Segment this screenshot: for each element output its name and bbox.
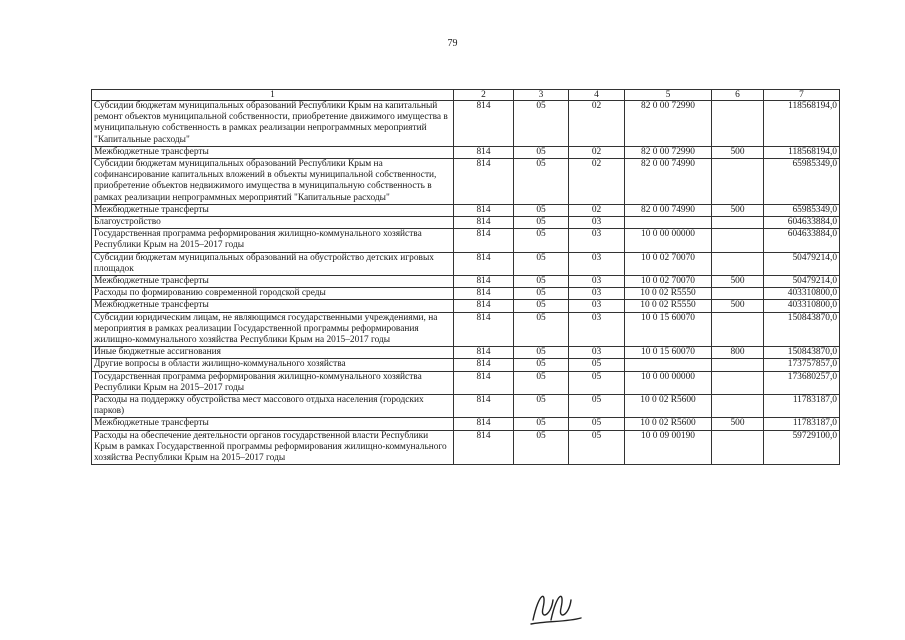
table-row — [92, 395, 840, 418]
subsection-code: 03 — [569, 288, 625, 300]
ministry-code: 814 — [454, 359, 514, 371]
expense-type-code — [712, 159, 764, 205]
ministry-code: 814 — [454, 312, 514, 347]
target-item-code: 10 0 02 R5600 — [625, 418, 712, 430]
ministry-code: 814 — [454, 395, 514, 418]
expense-name: Расходы на поддержку обустройства мест массового отдыха населения (городских парков) — [92, 395, 454, 418]
expense-name: Субсидии бюджетам муниципальных образований Республики Крым на софинансирование капитальных вложений в объекты муниципальной собственности, приобретение объектов недвижимого имущества в муниципальную собственность в рамках реализации непрограммных мероприятий "Капитальные расходы" — [92, 159, 454, 205]
expense-type-code — [712, 217, 764, 229]
ministry-code: 814 — [454, 347, 514, 359]
amount: 50479214,0 — [764, 252, 840, 275]
section-code: 05 — [514, 288, 569, 300]
section-code: 05 — [514, 347, 569, 359]
ministry-code: 814 — [454, 418, 514, 430]
expense-type-code — [712, 359, 764, 371]
target-item-code: 10 0 02 R5550 — [625, 300, 712, 312]
amount: 50479214,0 — [764, 276, 840, 288]
header-col-2: 2 — [454, 90, 514, 101]
amount: 150843870,0 — [764, 347, 840, 359]
ministry-code: 814 — [454, 276, 514, 288]
expense-name: Расходы на обеспечение деятельности органов государственной власти Республики Крым в рамках Государственной программы реформирования жилищно-коммунального хозяйства Республики Крым на 2015–2017 годы — [92, 430, 454, 465]
header-col-3: 3 — [514, 90, 569, 101]
ministry-code: 814 — [454, 101, 514, 147]
expense-type-code — [712, 288, 764, 300]
subsection-code: 03 — [569, 312, 625, 347]
subsection-code: 03 — [569, 347, 625, 359]
expense-name: Межбюджетные трансферты — [92, 146, 454, 158]
target-item-code: 10 0 00 00000 — [625, 371, 712, 394]
section-code: 05 — [514, 430, 569, 465]
header-col-4: 4 — [569, 90, 625, 101]
expense-type-code: 500 — [712, 300, 764, 312]
ministry-code: 814 — [454, 217, 514, 229]
section-code: 05 — [514, 371, 569, 394]
amount: 118568194,0 — [764, 101, 840, 147]
header-row — [92, 90, 840, 101]
expense-name: Субсидии юридическим лицам, не являющимся государственными учреждениями, на мероприятия в рамках реализации Государственной программы реформирования жилищно-коммунального хозяйства Республики Крым на 2015–2017 годы — [92, 312, 454, 347]
amount: 604633884,0 — [764, 217, 840, 229]
ministry-code: 814 — [454, 159, 514, 205]
table-row — [92, 217, 840, 229]
target-item-code: 10 0 02 70070 — [625, 252, 712, 275]
target-item-code: 10 0 00 00000 — [625, 229, 712, 252]
section-code: 05 — [514, 312, 569, 347]
table-row — [92, 146, 840, 158]
handwritten-signature — [527, 586, 587, 626]
table-row — [92, 288, 840, 300]
expense-name: Субсидии бюджетам муниципальных образований Республики Крым на капитальный ремонт объектов муниципальной собственности, приобретение движимого имущества в муниципальную собственность в рамках реализации непрограммных мероприятий "Капитальные расходы" — [92, 101, 454, 147]
expense-name: Иные бюджетные ассигнования — [92, 347, 454, 359]
page-number: 79 — [447, 38, 458, 49]
amount: 604633884,0 — [764, 229, 840, 252]
target-item-code — [625, 359, 712, 371]
expense-name: Межбюджетные трансферты — [92, 300, 454, 312]
table-row — [92, 159, 840, 205]
subsection-code: 03 — [569, 300, 625, 312]
expense-name: Межбюджетные трансферты — [92, 204, 454, 216]
section-code: 05 — [514, 418, 569, 430]
target-item-code: 82 0 00 74990 — [625, 204, 712, 216]
amount: 403310800,0 — [764, 300, 840, 312]
subsection-code: 05 — [569, 430, 625, 465]
target-item-code: 10 0 02 70070 — [625, 276, 712, 288]
subsection-code: 03 — [569, 217, 625, 229]
ministry-code: 814 — [454, 146, 514, 158]
section-code: 05 — [514, 300, 569, 312]
section-code: 05 — [514, 276, 569, 288]
subsection-code: 02 — [569, 101, 625, 147]
expense-type-code — [712, 252, 764, 275]
expense-name: Государственная программа реформирования жилищно-коммунального хозяйства Республики Крым на 2015–2017 годы — [92, 371, 454, 394]
table-row — [92, 300, 840, 312]
section-code: 05 — [514, 229, 569, 252]
section-code: 05 — [514, 146, 569, 158]
target-item-code: 10 0 15 60070 — [625, 347, 712, 359]
expense-type-code — [712, 229, 764, 252]
target-item-code: 10 0 02 R5600 — [625, 395, 712, 418]
section-code: 05 — [514, 101, 569, 147]
expense-type-code — [712, 101, 764, 147]
subsection-code: 03 — [569, 229, 625, 252]
ministry-code: 814 — [454, 252, 514, 275]
section-code: 05 — [514, 217, 569, 229]
expense-type-code: 800 — [712, 347, 764, 359]
subsection-code: 02 — [569, 204, 625, 216]
table-row — [92, 101, 840, 147]
target-item-code: 82 0 00 72990 — [625, 101, 712, 147]
expense-type-code — [712, 371, 764, 394]
section-code: 05 — [514, 395, 569, 418]
ministry-code: 814 — [454, 229, 514, 252]
amount: 173757857,0 — [764, 359, 840, 371]
target-item-code: 10 0 15 60070 — [625, 312, 712, 347]
subsection-code: 03 — [569, 276, 625, 288]
expense-type-code: 500 — [712, 204, 764, 216]
ministry-code: 814 — [454, 430, 514, 465]
header-col-6: 6 — [712, 90, 764, 101]
expense-type-code — [712, 395, 764, 418]
amount: 11783187,0 — [764, 395, 840, 418]
subsection-code: 02 — [569, 146, 625, 158]
expense-type-code — [712, 430, 764, 465]
section-code: 05 — [514, 252, 569, 275]
table-row — [92, 347, 840, 359]
amount: 65985349,0 — [764, 159, 840, 205]
expense-type-code: 500 — [712, 418, 764, 430]
target-item-code: 82 0 00 74990 — [625, 159, 712, 205]
expense-name: Межбюджетные трансферты — [92, 418, 454, 430]
target-item-code: 10 0 09 00190 — [625, 430, 712, 465]
header-col-1: 1 — [92, 90, 454, 101]
expense-name: Субсидии бюджетам муниципальных образований на обустройство детских игровых площадок — [92, 252, 454, 275]
target-item-code: 10 0 02 R5550 — [625, 288, 712, 300]
section-code: 05 — [514, 359, 569, 371]
amount: 150843870,0 — [764, 312, 840, 347]
table-row — [92, 229, 840, 252]
expense-name: Межбюджетные трансферты — [92, 276, 454, 288]
expense-name: Благоустройство — [92, 217, 454, 229]
expense-name: Другие вопросы в области жилищно-коммунального хозяйства — [92, 359, 454, 371]
amount: 11783187,0 — [764, 418, 840, 430]
expense-type-code: 500 — [712, 276, 764, 288]
subsection-code: 05 — [569, 418, 625, 430]
target-item-code: 82 0 00 72990 — [625, 146, 712, 158]
amount: 173680257,0 — [764, 371, 840, 394]
section-code: 05 — [514, 204, 569, 216]
expense-name: Расходы по формированию современной городской среды — [92, 288, 454, 300]
subsection-code: 02 — [569, 159, 625, 205]
amount: 118568194,0 — [764, 146, 840, 158]
subsection-code: 03 — [569, 252, 625, 275]
ministry-code: 814 — [454, 300, 514, 312]
subsection-code: 05 — [569, 359, 625, 371]
table-row — [92, 359, 840, 371]
header-col-7: 7 — [764, 90, 840, 101]
amount: 59729100,0 — [764, 430, 840, 465]
amount: 403310800,0 — [764, 288, 840, 300]
table-row — [92, 204, 840, 216]
header-col-5: 5 — [625, 90, 712, 101]
table-row — [92, 430, 840, 465]
table-row — [92, 371, 840, 394]
budget-table — [91, 89, 840, 465]
ministry-code: 814 — [454, 371, 514, 394]
subsection-code: 05 — [569, 371, 625, 394]
table-row — [92, 418, 840, 430]
amount: 65985349,0 — [764, 204, 840, 216]
expense-name: Государственная программа реформирования жилищно-коммунального хозяйства Республики Крым на 2015–2017 годы — [92, 229, 454, 252]
table-row — [92, 276, 840, 288]
target-item-code — [625, 217, 712, 229]
ministry-code: 814 — [454, 288, 514, 300]
subsection-code: 05 — [569, 395, 625, 418]
ministry-code: 814 — [454, 204, 514, 216]
table-row — [92, 252, 840, 275]
expense-type-code — [712, 312, 764, 347]
expense-type-code: 500 — [712, 146, 764, 158]
section-code: 05 — [514, 159, 569, 205]
table-row — [92, 312, 840, 347]
